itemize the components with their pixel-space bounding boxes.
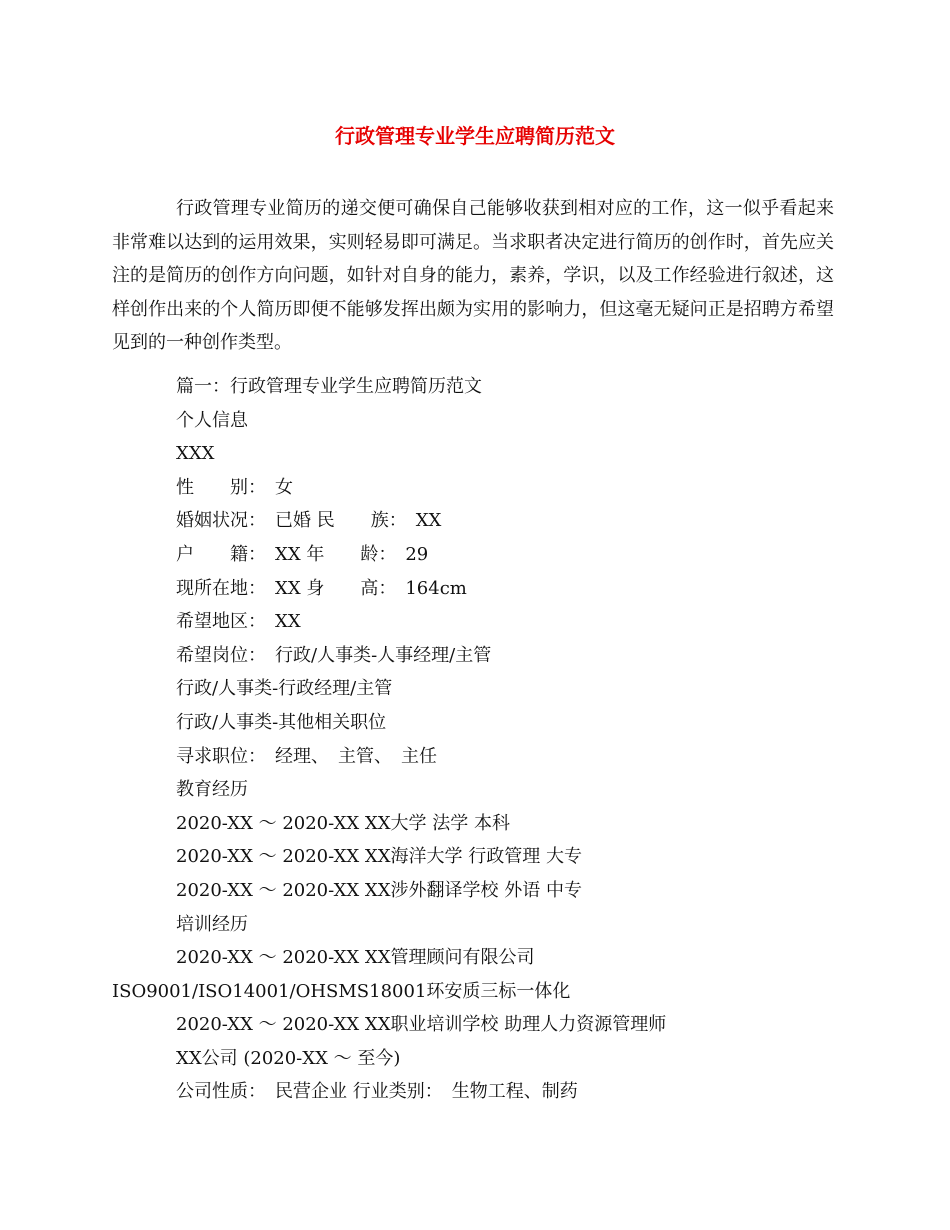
training-entry: 2020-XX ～ 2020-XX XX职业培训学校 助理人力资源管理师 xyxy=(176,1014,667,1036)
education-entry: 2020-XX ～ 2020-XX XX涉外翻译学校 外语 中专 xyxy=(176,879,582,901)
intro-paragraph: 行政管理专业简历的递交便可确保自己能够收获到相对应的工作，这一似乎看起来非常难以达到的运用效果，实则轻易即可满足。当求职者决定进行简历的创作时，首先应关注的是简历的创作方向问题，如针对自身的能力，素养，学识，以及工作经验进行叙述，这样创作出来的个人简历即便不能够发挥出颇为实用的影响力，但这毫无疑问正是招聘方希望见到的一种创作类型。 xyxy=(112,198,834,354)
section-heading: 教育经历 xyxy=(176,779,248,801)
info-line: 行政/人事类-其他相关职位 xyxy=(176,711,387,733)
company-info: 公司性质： 民营企业 行业类别： 生物工程、制药 xyxy=(176,1081,578,1103)
info-line: 现所在地： XX 身 高： 164cm xyxy=(176,577,467,599)
section-heading: 篇一：行政管理专业学生应聘简历范文 xyxy=(176,376,482,397)
info-line: 寻求职位： 经理、 主管、 主任 xyxy=(176,745,437,767)
section-heading: 个人信息 xyxy=(176,409,248,431)
page-title: 行政管理专业学生应聘简历范文 xyxy=(335,124,615,148)
section-heading: 培训经历 xyxy=(176,913,248,935)
info-line: XXX xyxy=(176,443,215,465)
info-line: 户 籍： XX 年 龄： 29 xyxy=(176,543,429,565)
info-line: 希望岗位： 行政/人事类-人事经理/主管 xyxy=(176,644,492,666)
info-line: 希望地区： XX xyxy=(176,611,301,633)
info-line: 性 别： 女 xyxy=(176,476,293,498)
training-entry: 2020-XX ～ 2020-XX XX管理顾问有限公司 ISO9001/ISO14001/OHSMS18001环安质三标一体化 xyxy=(112,947,571,1002)
education-entry: 2020-XX ～ 2020-XX XX海洋大学 行政管理 大专 xyxy=(176,846,582,868)
info-line: 婚姻状况： 已婚 民 族： XX xyxy=(176,510,442,532)
work-entry: XX公司 (2020-XX ～ 至今) xyxy=(176,1047,401,1069)
education-entry: 2020-XX ～ 2020-XX XX大学 法学 本科 xyxy=(176,812,510,834)
info-line: 行政/人事类-行政经理/主管 xyxy=(176,678,393,700)
resume-lines xyxy=(112,370,834,1109)
